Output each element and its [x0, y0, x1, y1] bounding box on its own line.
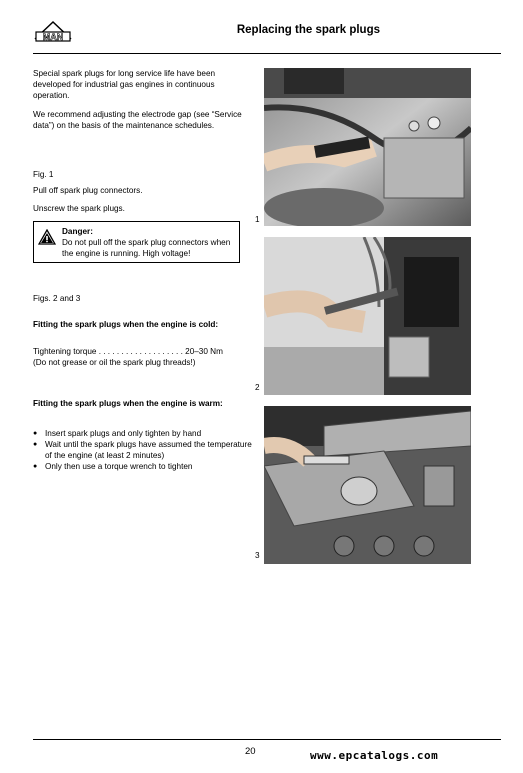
engine-photo-fig2 [264, 237, 471, 395]
footer-rule [33, 739, 501, 740]
page-title: Replacing the spark plugs [236, 24, 380, 36]
figs23-label: Figs. 2 and 3 [33, 294, 81, 303]
watermark-url: www.epcatalogs.com [310, 749, 439, 762]
intro-paragraph-1: Special spark plugs for long service life have been developed for industrial gas engines in continuous operation. [33, 69, 216, 100]
figure-number-3: 3 [255, 551, 260, 560]
danger-box [33, 221, 240, 263]
man-logo [33, 19, 73, 45]
warm-steps-list [33, 428, 253, 472]
intro-paragraph-2: We recommend adjusting the electrode gap (see “Service data”) on the basis of the maintenance schedules. [33, 110, 242, 130]
header-rule [33, 53, 501, 54]
list-item: ● Insert spark plugs and only tighten by hand [33, 428, 253, 439]
fig1-label: Fig. 1 [33, 170, 54, 179]
step-unscrew-plugs: Unscrew the spark plugs. [33, 204, 125, 213]
danger-heading: Danger: [62, 227, 93, 236]
engine-photo-fig1 [264, 68, 471, 226]
svg-text:MAN: MAN [42, 32, 64, 42]
danger-text: Do not pull off the spark plug connectors when the engine is running. High voltage! [62, 238, 231, 258]
page-number: 20 [245, 746, 256, 757]
list-item: ● Only then use a torque wrench to tighten [33, 461, 253, 472]
list-item: ● Wait until the spark plugs have assumed the temperature of the engine (at least 2 minutes) [33, 439, 253, 461]
figure-number-2: 2 [255, 383, 260, 392]
figure-number-1: 1 [255, 215, 260, 224]
warm-heading: Fitting the spark plugs when the engine is warm: [33, 399, 223, 408]
torque-note: (Do not grease or oil the spark plug threads!) [33, 358, 196, 367]
tightening-torque: Tightening torque . . . . . . . . . . . . . . . . . . . 20–30 Nm [33, 347, 223, 356]
engine-photo-fig3 [264, 406, 471, 564]
step-pull-connectors: Pull off spark plug connectors. [33, 186, 143, 195]
warning-icon [38, 229, 56, 245]
cold-heading: Fitting the spark plugs when the engine is cold: [33, 320, 219, 329]
